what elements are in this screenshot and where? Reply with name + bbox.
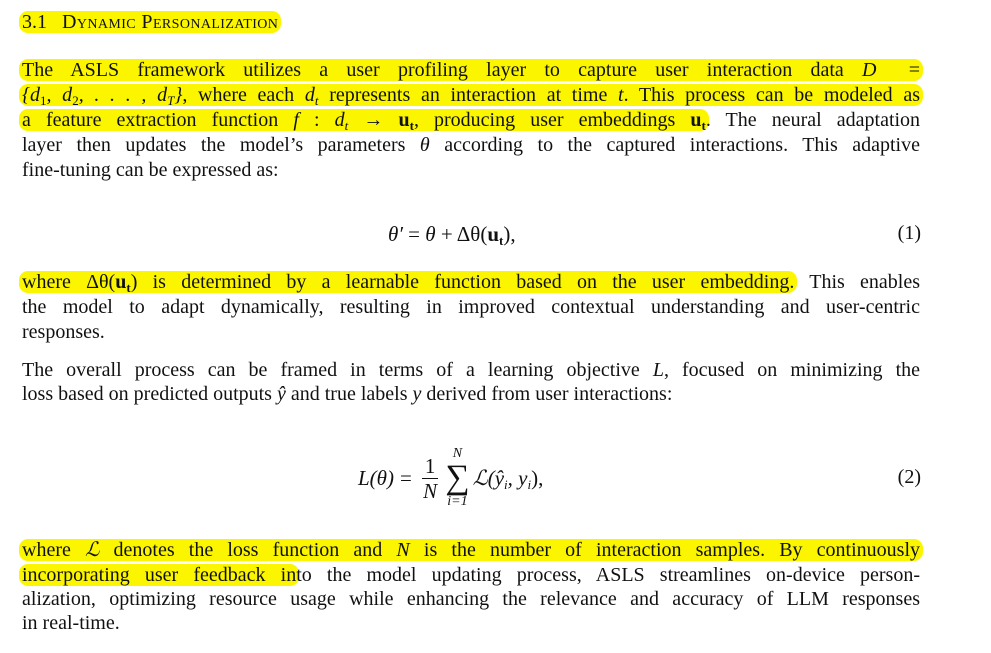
p2-line3: responses. [22,321,105,343]
p1-line4: layer then updates the model’s parameters θ according to the captured interactions. This adaptive [22,134,920,156]
section-heading [22,9,278,35]
p1-line5: fine-tuning can be expressed as: [22,159,279,181]
p1-line1: The ASLS framework utilizes a user profiling layer to capture user interaction data D = [22,58,920,82]
summation: N ∑ i=1 [445,446,470,509]
section-title: Dynamic Personalization [62,11,279,33]
section-number: 3.1 [22,11,47,33]
p4-line4: in real-time. [22,612,120,634]
paper-page: 3.1 Dynamic Personalization The ASLS framework utilizes a user profiling layer to capture user interaction data D = {$d_1$, $d_2$, . . . , $d_T$}, where each $d_t$ represents an interaction at time t. This process can be modeled as a feature extraction function f : $d_t \to u_t$, producing user embeddings $u_t$. The neural adaptation layer then updates the model’s parameters θ according to the captured interactions. This adaptive fine-tuning can be expressed as: $\theta' = \theta + \Delta\theta(u_t)$, (1) where $\Delta\theta(u_t)$ is determined by a learnable function based on the user embedding. This enables the model to adapt dynamically, resulting in improved contextual understanding and user-centric responses. The overall process can be framed in terms of a learning objective L, focused on minimizing the loss based on predicted outputs ŷ and true labels y derived from user interactions: L(θ) = $\frac{1}{N}$ N ∑ i=1 $ℒ(ŷ_i$, $y_i$), (2) where ℒ denotes the loss function and N is the number of interaction samples. By continuously incorporating user feedback into the model updating process, ASLS streamlines on-device person- alization, optimizing resource usage while enhancing the relevance and accuracy of LLM responses in real-time. [0,0,991,653]
p1-line2: {$d_1$, $d_2$, . . . , $d_T$}, where each $d_t$ represents an interaction at time t. This process can be modeled as [22,83,920,107]
p2-line1: where $\Delta\theta(u_t)$ is determined by a learnable function based on the user embedding. This enables [22,270,920,294]
p4-line3: alization, optimizing resource usage while enhancing the relevance and accuracy of LLM responses [22,588,920,610]
p3-line1: The overall process can be framed in terms of a learning objective L, focused on minimizing the [22,359,921,381]
p2-line2: the model to adapt dynamically, resulting in improved contextual understanding and user-centric [22,296,920,318]
equation-1-number: (1) [897,222,921,244]
p4-line1: where ℒ denotes the loss function and N is the number of interaction samples. By continuously [22,538,920,562]
p4-line2: incorporating user feedback into the model updating process, ASLS streamlines on-device person- [22,563,920,587]
equation-2: L(θ) = $\frac{1}{N}$ N ∑ i=1 $ℒ(ŷ_i$, $y_i$), (2) [358,446,921,509]
p3-line2: loss based on predicted outputs ŷ and true labels y derived from user interactions: [22,383,673,405]
equation-2-number: (2) [897,466,921,488]
fraction: $\frac{1}{N}$ [423,453,438,503]
p1-line3: a feature extraction function f : $d_t \to u_t$, producing user embeddings $u_t$. The neural adaptation [22,108,920,132]
